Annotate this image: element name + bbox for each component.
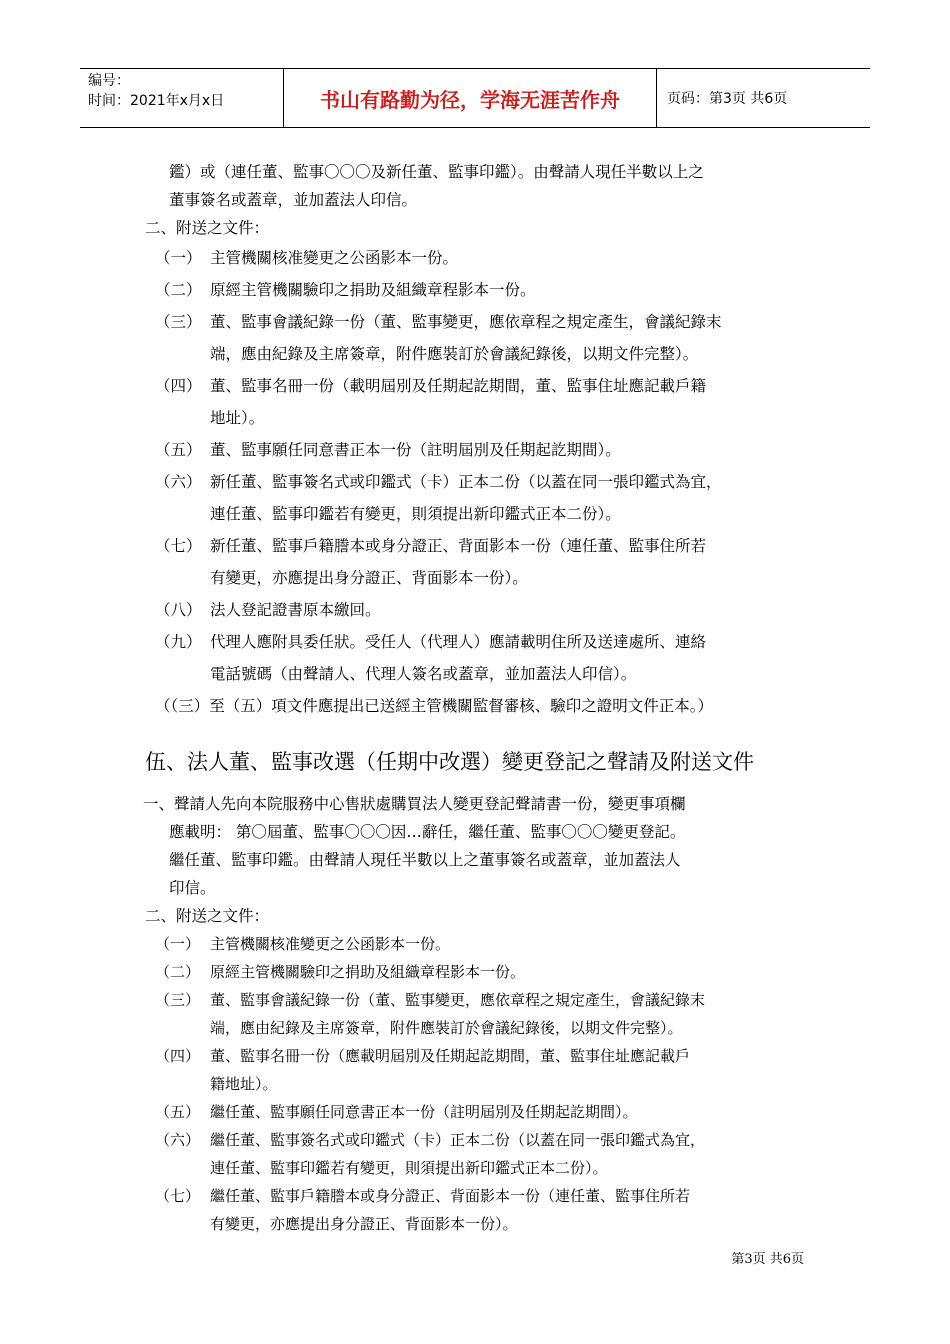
item-number: （一） — [155, 249, 202, 267]
item-text-line: 代理人應附具委任狀。受任人（代理人）應請載明住所及送達處所、連絡 — [210, 633, 707, 651]
item-text-line: 有變更，亦應提出身分證正、背面影本一份）。 — [210, 1215, 518, 1233]
item-text-line: 有變更，亦應提出身分證正、背面影本一份）。 — [210, 569, 528, 587]
item-text-line: 繼任董、監事簽名式或印鑑式（卡）正本二份（以蓋在同一張印鑑式為宜， — [210, 1131, 706, 1149]
code-label: 编号： — [88, 73, 130, 89]
attachments-list-1 — [145, 242, 810, 690]
item-text — [210, 434, 810, 466]
item-text — [210, 274, 810, 306]
step-line: 繼任董、監事印鑑。由聲請人現任半數以上之董事簽名或蓋章，並加蓋法人 — [169, 851, 681, 869]
time-label: 时间：2021年x月x日 — [88, 93, 225, 109]
attachments-heading: 二、附送之文件： — [145, 219, 270, 237]
item-text — [210, 370, 810, 434]
list-item — [145, 930, 810, 958]
item-number: （四） — [155, 1047, 201, 1065]
list-item — [145, 242, 810, 274]
item-text-line: 籍地址）。 — [210, 1075, 278, 1093]
item-number: （八） — [155, 601, 202, 619]
list-item — [145, 1126, 810, 1182]
list-item — [145, 986, 810, 1042]
list-item — [145, 626, 810, 690]
item-text-line: 端，應由紀錄及主席簽章，附件應裝訂於會議紀錄後，以期文件完整）。 — [210, 1019, 683, 1037]
item-text-line: 原經主管機關驗印之捐助及組織章程影本一份。 — [210, 963, 526, 981]
list-item — [145, 594, 810, 626]
item-text-line: 新任董、監事簽名式或印鑑式（卡）正本二份（以蓋在同一張印鑑式為宜， — [210, 473, 722, 491]
list-item — [145, 530, 810, 594]
list-item — [145, 1182, 810, 1238]
page-header — [80, 68, 870, 128]
item-text-line: 連任董、監事印鑑若有變更，則須提出新印鑑式正本二份）。 — [210, 1159, 608, 1177]
list-item — [145, 306, 810, 370]
item-text-line: 董、監事願任同意書正本一份（註明屆別及任期起訖期間）。 — [210, 441, 621, 459]
list-item — [145, 466, 810, 530]
item-text — [210, 1042, 810, 1098]
item-number: （二） — [155, 963, 201, 981]
item-text-line: 主管機關核准變更之公函影本一份。 — [210, 935, 451, 953]
item-text-line: 原經主管機關驗印之捐助及組織章程影本一份。 — [210, 281, 536, 299]
list-note: （（三）至（五）項文件應提出已送經主管機關監督審核、驗印之證明文件正本。） — [155, 697, 714, 715]
header-page-info: 页码：第3页 共6页 — [667, 91, 788, 107]
continued-line: 鑑）或（連任董、監事〇〇〇及新任董、監事印鑑）。由聲請人現任半數以上之 — [169, 163, 704, 181]
item-text-line: 董、監事會議紀錄一份（董、監事變更，應依章程之規定產生，會議紀錄末 — [210, 991, 706, 1009]
list-item — [145, 1098, 810, 1126]
step-line: 應載明： 第〇屆董、監事〇〇〇因…辭任，繼任董、監事〇〇〇變更登記。 — [169, 823, 686, 841]
step-line: 印信。 — [169, 879, 216, 897]
item-text — [210, 1098, 810, 1126]
document-body — [145, 158, 810, 1238]
step-line: 一、聲請人先向本院服務中心售狀處購買法人變更登記聲請書一份，變更事項欄 — [143, 795, 686, 813]
item-text — [210, 594, 810, 626]
header-meta — [80, 69, 283, 127]
item-number: （六） — [155, 1131, 201, 1149]
list-item — [145, 370, 810, 434]
section-step-1 — [145, 790, 810, 902]
item-text-line: 新任董、監事戶籍謄本或身分證正、背面影本一份（連任董、監事住所若 — [210, 537, 707, 555]
item-text — [210, 466, 810, 530]
item-text-line: 地址）。 — [210, 409, 265, 427]
page-footer: 第3页 共6页 — [731, 1252, 804, 1267]
item-text — [210, 1126, 810, 1182]
attachments-heading: 二、附送之文件： — [145, 907, 270, 925]
item-text-line: 連任董、監事印鑑若有變更，則須提出新印鑑式正本二份）。 — [210, 505, 621, 523]
item-text — [210, 242, 810, 274]
header-motto: 书山有路勤为径，学海无涯苦作舟 — [283, 69, 657, 127]
item-number: （五） — [155, 1103, 201, 1121]
item-text — [210, 958, 810, 986]
item-text-line: 繼任董、監事願任同意書正本一份（註明屆別及任期起訖期間）。 — [210, 1103, 638, 1121]
list-item — [145, 434, 810, 466]
list-item — [145, 1042, 810, 1098]
item-text — [210, 930, 810, 958]
item-text-line: 董、監事名冊一份（載明屆別及任期起訖期間，董、監事住址應記載戶籍 — [210, 377, 707, 395]
item-text — [210, 1182, 810, 1238]
item-number: （四） — [155, 377, 202, 395]
item-text — [210, 986, 810, 1042]
item-text-line: 繼任董、監事戶籍謄本或身分證正、背面影本一份（連任董、監事住所若 — [210, 1187, 691, 1205]
item-text-line: 電話號碼（由聲請人、代理人簽名或蓋章，並加蓋法人印信）。 — [210, 665, 637, 683]
item-number: （七） — [155, 1187, 201, 1205]
item-text — [210, 530, 810, 594]
list-item — [145, 274, 810, 306]
attachments-list-2 — [145, 930, 810, 1238]
continued-line: 董事簽名或蓋章，並加蓋法人印信。 — [169, 191, 418, 209]
section-title: 伍、法人董、監事改選（任期中改選）變更登記之聲請及附送文件 — [145, 750, 754, 774]
item-number: （七） — [155, 537, 202, 555]
item-text-line: 董、監事名冊一份（應載明屆別及任期起訖期間，董、監事住址應記載戶 — [210, 1047, 691, 1065]
item-number: （九） — [155, 633, 202, 651]
item-number: （六） — [155, 473, 202, 491]
item-text — [210, 306, 810, 370]
list-item — [145, 958, 810, 986]
item-text-line: 董、監事會議紀錄一份（董、監事變更，應依章程之規定產生，會議紀錄末 — [210, 313, 722, 331]
item-number: （三） — [155, 991, 201, 1009]
item-text-line: 端，應由紀錄及主席簽章，附件應裝訂於會議紀錄後，以期文件完整）。 — [210, 345, 699, 363]
item-text-line: 主管機關核准變更之公函影本一份。 — [210, 249, 459, 267]
item-number: （二） — [155, 281, 202, 299]
item-text-line: 法人登記證書原本繳回。 — [210, 601, 381, 619]
item-number: （五） — [155, 441, 202, 459]
item-number: （三） — [155, 313, 202, 331]
item-number: （一） — [155, 935, 201, 953]
item-text — [210, 626, 810, 690]
